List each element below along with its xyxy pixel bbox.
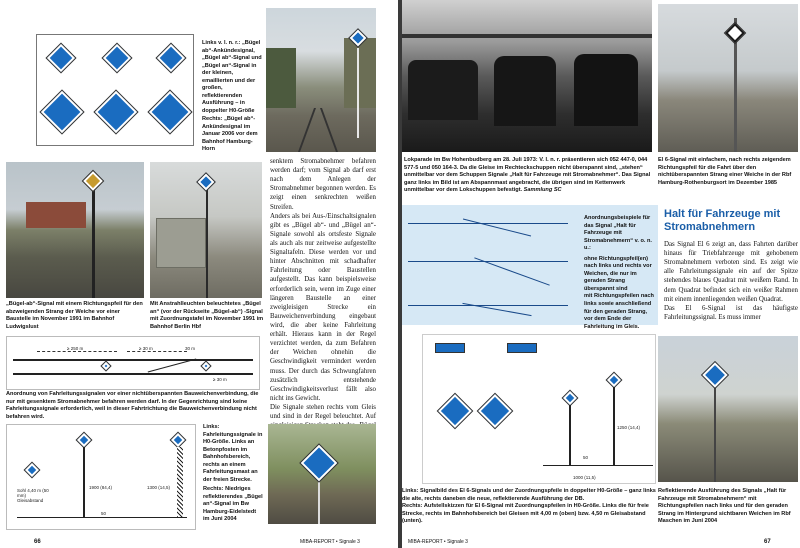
e6-sign-new <box>478 394 512 428</box>
buegel-ab-sign-small <box>103 44 131 72</box>
signs-illustration <box>36 34 194 146</box>
signs-caption-2: Rechts: „Bügel ab“-Ankündesignal im Januar 2006 vor dem Bahnhof Hamburg-Horn <box>202 116 258 153</box>
dim-label: 1250 (14,4) <box>617 425 641 430</box>
diagram-caption: Links: Signalbild des El 6-Signals und der Zuordnungspfeile in doppelter H0-Größe – ganz links die alte, rechts daneben die neue, reflektierende Ausführung der DB. Rechts: Aufstellskizzen für El 6-Signal mit Zuordnungspfeilen in H0-Größe. Links die für freie Strecke, rechts im Bahnhofsbereich bei Gleisen mit 4,00 m (oben) bzw. 4,50 m Gleisabstand (unten). <box>402 488 656 525</box>
photo-hamburg-horn <box>266 8 376 152</box>
footer-right: MIBA-REPORT • Signale 3 <box>408 539 468 545</box>
track-label: 30 m <box>185 346 196 351</box>
photo-ludwigslust <box>6 162 144 298</box>
buegel-ab-announce-sign-small <box>47 44 75 72</box>
sign-in-photo <box>301 445 338 482</box>
photo-bw-hohenbudberg <box>402 0 652 152</box>
dim-label: 50 <box>101 511 107 516</box>
bw-caption-text: Lokparade im Bw Hohenbudberg am 28. Juli 1973: V. l. n. r. präsentieren sich 052 447-0, 044 577-5 und 050 164-3. Da die Gleise im Rechteckschuppen nicht überspannt sind, „stehen“ unmittelbar vor dem Schuppen Signale „Halt für Fahrzeuge mit Stromabnehmer“. Das Signal ganz links im Bild ist am Abspannmast angebracht, die übrigen sind im Kettenwerk unmittelbar vor dem Lokschuppen befestigt. <box>404 157 651 194</box>
buegel-ab-sign-large <box>95 91 137 133</box>
footer-left: MIBA-REPORT • Signale 3 <box>300 539 360 545</box>
dim-label: Sohl 4,40 m (50 mm) Gleisabstand <box>17 488 49 503</box>
photo-rothenburgsort <box>658 4 798 152</box>
sign-in-photo <box>83 171 103 191</box>
dim-label: 50 <box>583 455 589 460</box>
photo-caption-right: Reflektierende Ausführung des Signals „Halt für Fahrzeuge mit Stromabnehmern“ mit Richtungspfeilen nach links und für den geraden Strang im Hintergrund sichtbaren Weichen im Rbf Maschen im Juni 2004 <box>658 488 791 525</box>
track-label: ≥ 30 m <box>213 377 227 382</box>
buegel-an-sign-small <box>157 44 185 72</box>
track-label: ≥ 250 m <box>67 346 84 351</box>
photo-caption-1: „Bügel-ab“-Signal mit einem Richtungspfeil für den abzweigenden Strang der Weiche vor einer Baustelle im November 1991 im Bahnhof Ludwigslust <box>6 301 143 330</box>
mast-sign-center <box>77 433 91 447</box>
sign-in-photo <box>702 362 727 387</box>
bw-credit: Sammlung SC <box>523 187 562 194</box>
track-diagram <box>6 336 260 390</box>
dim-label: 1300 (14,5) <box>147 485 171 490</box>
dim-label: 1900 (84,4) <box>89 485 113 490</box>
signs-caption-1: Links v. l. n. r.: „Bügel ab“-Ankündesignal, „Bügel ab“-Signal und „Bügel an“-Signal in der kleinen, emaillierten und der großen, reflektierenden Ausführung – in doppelter H0-Größe <box>202 40 262 114</box>
arrow-sign <box>435 343 465 353</box>
page-number-left: 66 <box>34 539 41 545</box>
page-number-right: 67 <box>764 539 771 545</box>
e6-caption: El 6-Signal mit einfachem, nach rechts zeigendem Richtungspfeil für die Fahrt über den nichtüberspannten Strang einer Weiche in der Rbf Hamburg-Rothenburgsort im Dezember 1985 <box>658 157 792 186</box>
mast-diagram <box>6 424 196 530</box>
photo-berlin <box>150 162 262 298</box>
arrow-sign <box>507 343 537 353</box>
track-diagram-caption: Anordnung von Fahrleitungssignalen vor einer nichtüberspannten Bauweichenverbindung, die nur mit gesenktem Stromabnehmer befahren werden darf. In der Gegenrichtung sind keine Fahrleitungssignale erforderlich, weil in dieser Fahrtrichtung die Bauweichenverbindung nicht befahren wird. <box>6 391 259 420</box>
layout-bullet: mit Richtungspfeilen nach links sowie anschließend für den geraden Strang, <box>584 293 654 315</box>
mast-sign-left <box>25 463 39 477</box>
layout-bullet: vor dem Ende der Fahrleitung im Gleis. <box>584 316 640 330</box>
mast-sign-right <box>171 433 185 447</box>
track-signal <box>102 362 110 370</box>
mast-caption-1: Links: Fahrleitungssignale in H0-Größe. Links an Betonpfosten im Bahnhofsbereich, rechts an einem Fahrleitungsmast an der freien Strecke. <box>203 424 263 483</box>
layout-bullet: ohne Richtungspfeil(en) nach links und rechts vor Weichen, die nur im geraden Strang überspannt sind <box>584 255 652 292</box>
dim-label: 1000 (11,5) <box>573 475 596 480</box>
sign-in-photo <box>198 174 215 191</box>
layout-diagram <box>402 205 580 325</box>
e6-sign-old <box>438 394 472 428</box>
track-signal <box>202 362 210 370</box>
right-page <box>402 0 800 548</box>
photo-eidelstedt <box>268 424 376 524</box>
buegel-ab-announce-sign-large <box>41 91 83 133</box>
signal-diagram <box>422 334 656 484</box>
e6-sign-mast <box>607 373 621 387</box>
bw-caption <box>404 157 652 195</box>
track-label: ≥ 30 m <box>139 346 153 351</box>
photo-caption-2: Mit Anstrahlleuchten beleuchtetes „Bügel an“ (vor der Rückseite „Bügel-ab“) -Signal mit Zuordnungstafel im November 1991 im Bahnhof Berlin Hbf <box>150 301 264 330</box>
buegel-an-sign-large <box>149 91 191 133</box>
left-page <box>0 0 398 548</box>
layout-caption-panel <box>580 205 658 330</box>
mast-caption-2: Rechts: Niedriges reflektierendes „Bügel an“-Signal im Bw Hamburg-Eidelstedt im Juni 2004 <box>203 486 263 523</box>
photo-maschen <box>658 336 798 482</box>
e6-sign-mast <box>563 391 577 405</box>
layout-caption: Anordnungsbeispiele für das Signal „Halt für Fahrzeuge mit Stromabnehmern“ v. o. n. u.: <box>584 215 652 252</box>
body-text-right: Das Signal El 6 zeigt an, dass Fahrten darüber hinaus für Triebfahrzeuge mit gehobenem Stromabnehmern verboten sind. Es zeigt wie alle Fahrleitungssignale ein auf der Spitze stehendes blaues Quadrat mit weißem Rand. In dem Quadrat befindet sich ein weißer Rahmen mit einem innenliegenden weißen Quadrat. Das El 6-Signal ist das häufigste Fahrleitungssignal. Es muss immer <box>664 241 798 321</box>
sign-in-photo <box>725 23 745 43</box>
section-heading: Halt für Fahrzeuge mit Stromabnehmern <box>664 208 781 233</box>
body-text-left: senktem Stromabnehmer befahren werden darf; vom Signal ab darf erst nach dem Anlegen der Stromabnehmer begonnen werden. Es zeigt einen senkrechten weißen Streifen. Anders als bei Aus-/Einschaltsignalen gibt es „Bügel ab“- und „Bügel an“-Signale sowohl als ortsfeste Signale als auch als nur zeitweise aufgestellte Signaltafeln. Diese werden vor und hinter Abschnitten mit schadhafter Fahrleitung oder Baustellen aufgestellt. Das kann beispielsweise erforderlich sein, wenn im Zuge einer längeren Baustelle an einer zweigleisigen Strecke ein Bauweichenverbindung eingebaut wird, die aber keine Fahrleitung erhält. Hieraus kann in der Regel verzichtet werden, da zum Befahren der Weichen ohnehin die Geschwindigkeit vermindert werden muss. Der durch das Schwungfahren zusätzlich entstehende Geschwindigkeitsverlust fällt also nicht ins Gewicht. Die Signale stehen rechts vom Gleis und sind in der Regel beleuchtet. Auf <box>270 158 376 421</box>
